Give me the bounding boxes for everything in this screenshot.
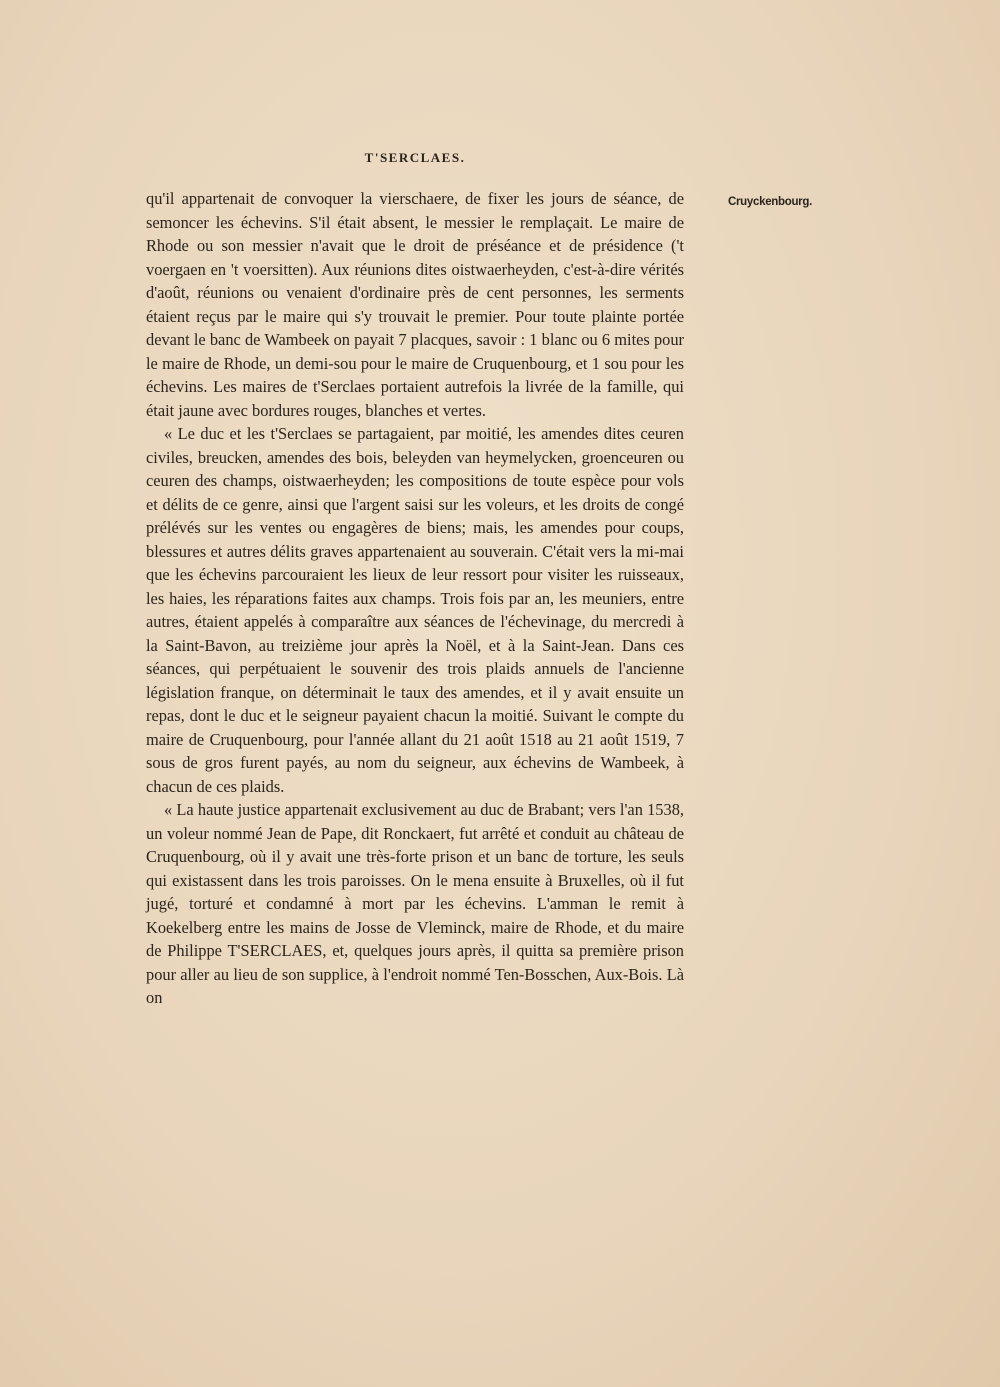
paragraph-2: « Le duc et les t'Serclaes se partagaient, par moitié, les amendes dites ceuren civiles, breucken, amendes des bois, beleyden van heymelycken, groenceuren ou ceuren des champs, oistwaerheyden; les compositions de toute espèce pour vols et délits de ce genre, ainsi que l'argent saisi sur les voleurs, et les droits de congé prélévés sur les ventes ou engagères de biens; mais, les amendes pour coups, blessures et autres délits graves appartenaient au souverain. C'était vers la mi-mai que les échevins parcouraient les lieux de leur ressort pour visiter les ruisseaux, les haies, les réparations faites aux champs. Trois fois par an, les meuniers, entre autres, étaient appelés à comparaître aux séances de l'échevinage, du mercredi à la Saint-Bavon, au treizième jour après la Noël, et à la Saint-Jean. Dans ces séances, qui perpétuaient le souvenir des trois plaids annuels de l'ancienne législation franque, on déterminait le taux des amendes, et il y avait ensuite un repas, dont le duc et le seigneur payaient chacun la moitié. Suivant le compte du maire de Cruquenbourg, pour l'année allant du 21 août 1518 au 21 août 1519, 7 sous de gros furent payés, au nom du seigneur, aux échevins de Wambeek, à chacun de ces plaids. [146, 424, 684, 796]
paragraph-1: qu'il appartenait de convoquer la vierschaere, de fixer les jours de séance, de semoncer les échevins. S'il était absent, le messier le remplaçait. Le maire de Rhode ou son messier n'avait que le droit de préséance et de présidence ('t voergaen en 't voersitten). Aux réunions dites oistwaerheyden, c'est-à-dire vérités d'août, réunions ou venaient d'ordinaire près de cent personnes, les serments étaient reçus par le maire qui s'y trouvait le premier. Pour toute plainte portée devant le banc de Wambeek on payait 7 placques, savoir : 1 blanc ou 6 mites pour le maire de Rhode, un demi-sou pour le maire de Cruquenbourg, et 1 sou pour les échevins. Les maires de t'Serclaes portaient autrefois la livrée de la famille, qui était jaune avec bordures rouges, blanches et vertes. [146, 189, 684, 420]
margin-note: Cruyckenbourg. [728, 196, 812, 208]
running-head: T'SERCLAES. [364, 150, 466, 165]
paragraph-3: « La haute justice appartenait exclusivement au duc de Brabant; vers l'an 1538, un voleur nommé Jean de Pape, dit Ronckaert, fut arrêté et conduit au château de Cruquenbourg, où il y avait une très-forte prison et un banc de torture, les seuls qui existassent dans les trois paroisses. On le mena ensuite à Bruxelles, où il fut jugé, torturé et condamné à mort par les échevins. L'amman le remit à Koekelberg entre les mains de Josse de Vleminck, maire de Rhode, et du maire de Philippe T'SERCLAES, et, quelques jours après, il quitta sa première prison pour aller au lieu de son supplice, à l'endroit nommé Ten-Bosschen, Aux-Bois. Là on [146, 800, 684, 1007]
body-text [146, 187, 684, 1010]
